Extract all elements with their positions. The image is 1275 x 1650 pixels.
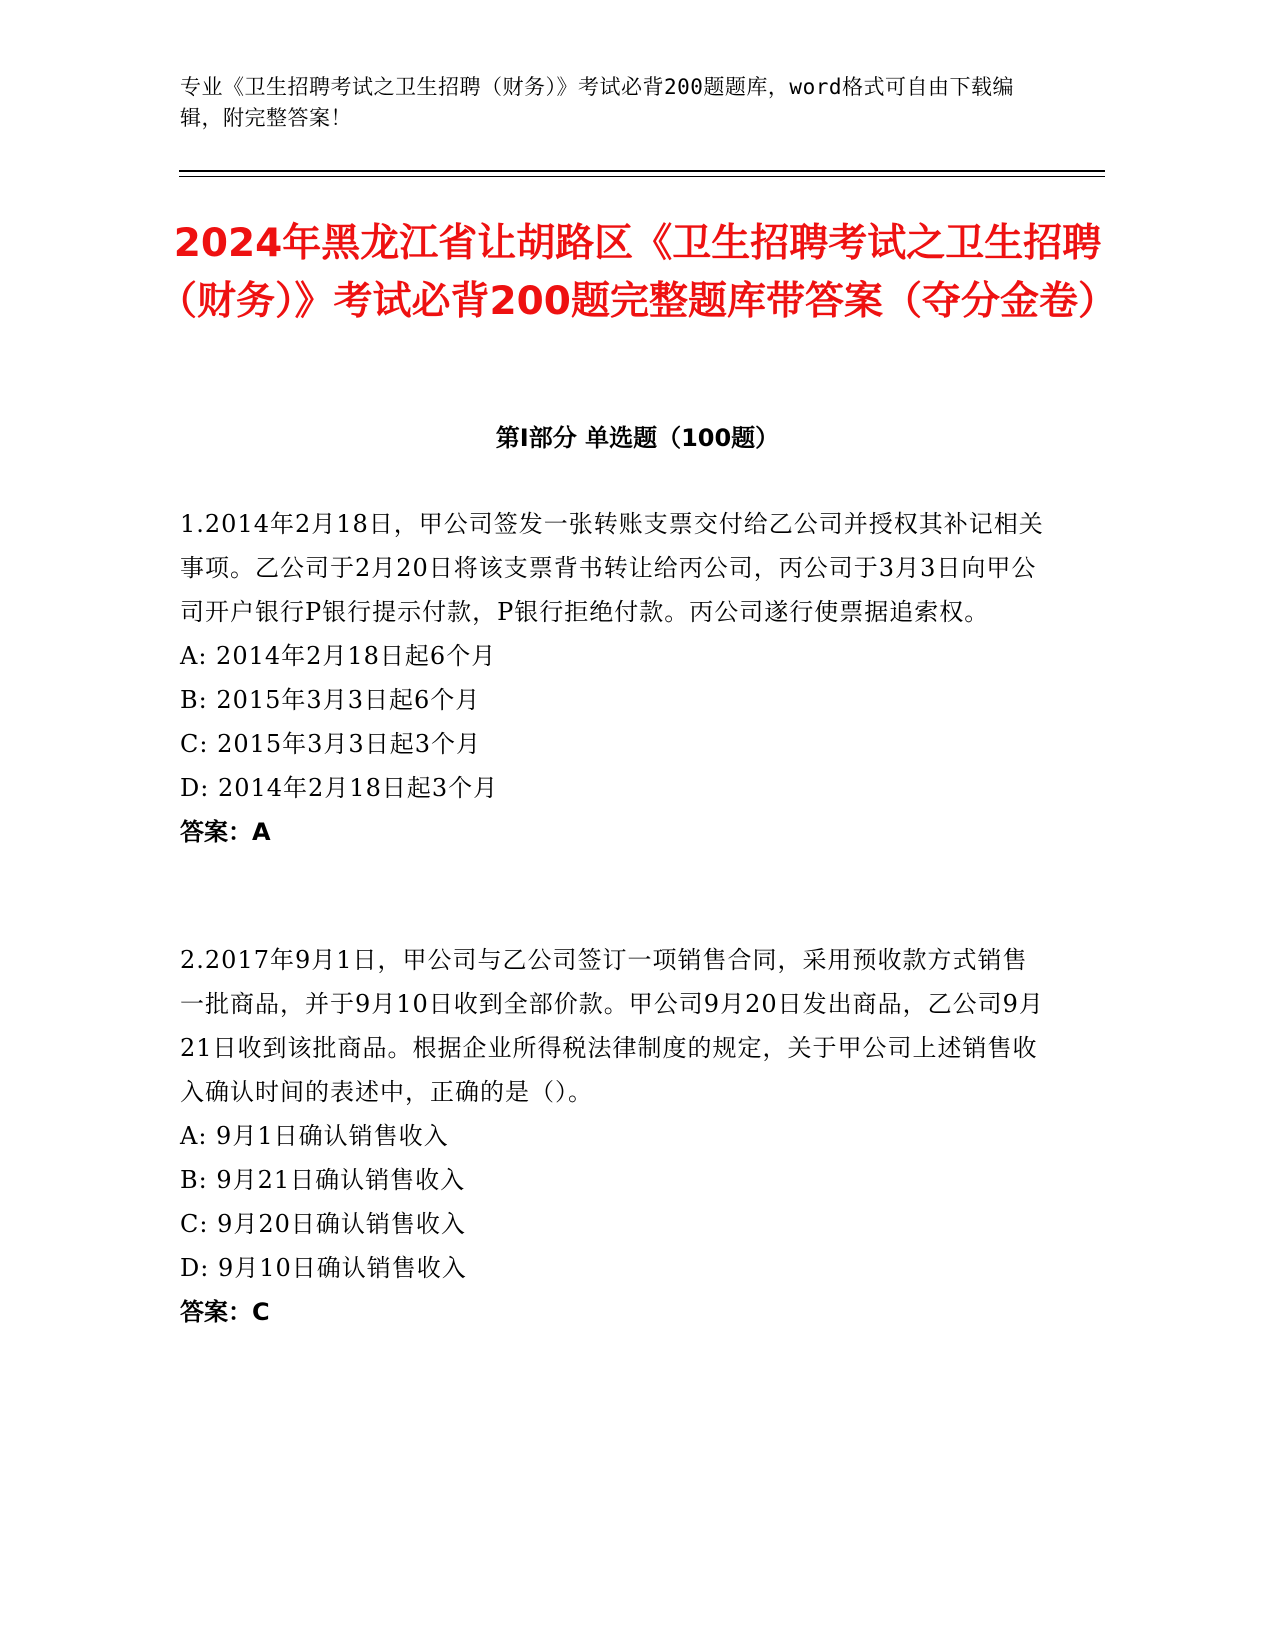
option-d: D: 9月10日确认销售收入	[180, 1254, 467, 1282]
option-b: B: 2015年3月3日起6个月	[180, 686, 481, 714]
option-a: A: 2014年2月18日起6个月	[180, 642, 497, 670]
option-c: C: 9月20日确认销售收入	[180, 1210, 466, 1238]
option-b: B: 9月21日确认销售收入	[180, 1166, 466, 1194]
question-2	[180, 938, 1050, 1334]
question-stem: 2.2017年9月1日，甲公司与乙公司签订一项销售合同，采用预收款方式销售一批商品，并于9月10日收到全部价款。甲公司9月20日发出商品，乙公司9月21日收到该批商品。根据企业所得税法律制度的规定，关于甲公司上述销售收入确认时间的表述中，正确的是（）。	[180, 946, 1044, 1106]
question-stem: 1.2014年2月18日，甲公司签发一张转账支票交付给乙公司并授权其补记相关事项。乙公司于2月20日将该支票背书转让给丙公司，丙公司于3月3日向甲公司开户银行P银行提示付款，P银行拒绝付款。丙公司遂行使票据追索权。	[180, 510, 1044, 626]
document-title: 2024年黑龙江省让胡路区《卫生招聘考试之卫生招聘（财务）》考试必背200题完整题库带答案（夺分金卷）	[158, 221, 1117, 324]
option-c: C: 2015年3月3日起3个月	[180, 730, 481, 758]
answer-label: 答案：A	[180, 818, 271, 846]
header-divider-thin	[179, 176, 1105, 177]
header-note: 专业《卫生招聘考试之卫生招聘（财务）》考试必背200题题库，word格式可自由下载编辑，附完整答案！	[180, 75, 1014, 130]
section-heading: 第Ⅰ部分 单选题（100题）	[495, 424, 780, 452]
option-a: A: 9月1日确认销售收入	[180, 1122, 449, 1150]
question-1	[180, 502, 1050, 854]
answer-label: 答案：C	[180, 1298, 270, 1326]
header-divider-thick	[179, 170, 1105, 172]
option-d: D: 2014年2月18日起3个月	[180, 774, 499, 802]
